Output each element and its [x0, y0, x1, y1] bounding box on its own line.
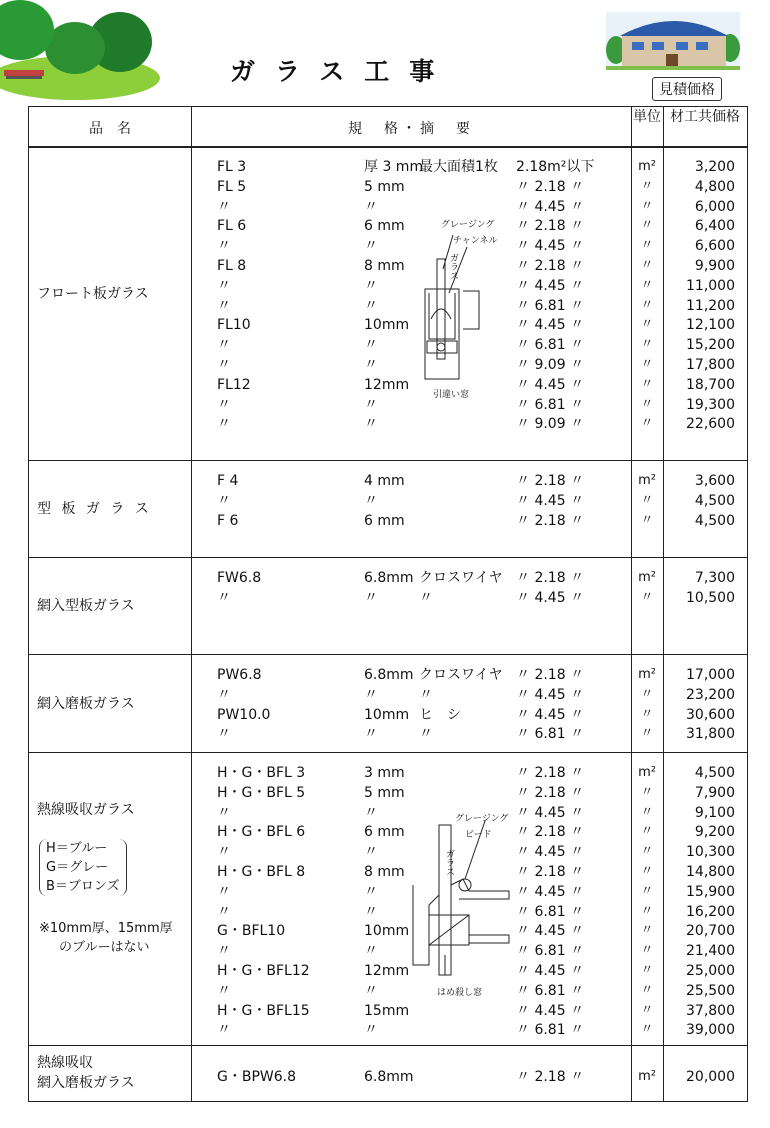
section-name: 網入磨板ガラス — [37, 696, 135, 712]
cell-unit: 〃 — [640, 258, 654, 273]
cell-area: 〃 2.18 〃 — [516, 512, 585, 529]
diagram-caption: はめ殺し窓 — [437, 988, 483, 998]
cell-area: 〃 6.81 〃 — [516, 396, 585, 413]
cell-area: 〃 4.45 〃 — [516, 883, 585, 900]
cell-code: 〃 — [217, 1022, 231, 1039]
column-header-price: 材工共価格 — [670, 109, 740, 125]
cell-area: 〃 6.81 〃 — [516, 726, 585, 743]
cell-price: 10,300 — [686, 844, 735, 861]
cell-price: 11,200 — [686, 297, 735, 314]
table-row — [29, 705, 747, 725]
column-header-unit: 単位 — [633, 109, 661, 125]
table-row — [29, 511, 747, 531]
cell-code: 〃 — [217, 396, 231, 413]
table-row — [29, 414, 747, 434]
cell-area: 〃 2.18 〃 — [516, 218, 585, 235]
cell-unit: 〃 — [640, 903, 654, 919]
cell-thk: 〃 — [364, 238, 378, 255]
table-row — [29, 902, 747, 922]
cell-unit: 〃 — [640, 864, 654, 879]
cell-area: 〃 4.45 〃 — [516, 1002, 585, 1019]
table-row — [29, 276, 747, 296]
cell-code: 〃 — [217, 277, 231, 294]
table-row — [29, 882, 747, 902]
cell-price: 17,000 — [686, 667, 735, 683]
cell-price: 14,800 — [686, 864, 735, 880]
table-row — [29, 177, 747, 197]
cell-type: クロスワイヤ — [419, 570, 503, 586]
cell-code: 〃 — [217, 492, 231, 509]
cell-unit: 〃 — [640, 317, 654, 333]
cell-code: G・BPW6.8 — [217, 1069, 297, 1085]
cell-unit: 〃 — [640, 1022, 654, 1038]
cell-area: 〃 4.45 〃 — [516, 804, 585, 821]
section-name: フロート板ガラス — [37, 286, 149, 302]
cell-code: FL 8 — [217, 258, 247, 274]
cell-area: 〃 4.45 〃 — [516, 376, 585, 393]
cell-thk: 15mm — [364, 1002, 410, 1019]
cell-area: 〃 2.18 〃 — [516, 864, 585, 880]
cell-price: 18,700 — [686, 376, 735, 393]
cell-unit: 〃 — [640, 943, 654, 959]
column-header-spec: 規 格・摘 要 — [348, 121, 474, 137]
table-row — [29, 803, 747, 823]
cell-price: 17,800 — [686, 357, 735, 373]
cell-price: 6,600 — [694, 238, 735, 255]
cell-price: 7,300 — [694, 570, 735, 586]
cell-area: 〃 2.18 〃 — [516, 1069, 585, 1085]
cell-price: 25,500 — [686, 982, 735, 999]
cell-area: 〃 6.81 〃 — [516, 903, 585, 920]
cell-code: 〃 — [217, 686, 231, 703]
cell-price: 37,800 — [686, 1002, 735, 1019]
cell-price: 3,600 — [694, 473, 735, 489]
cell-thk: 厚 3 mm — [364, 159, 424, 175]
cell-area: 〃 4.45 〃 — [516, 844, 585, 861]
cell-thk: 8 mm — [364, 258, 405, 274]
table-row — [29, 395, 747, 415]
cell-code: 〃 — [217, 804, 231, 821]
cell-unit: m² — [638, 667, 656, 682]
cell-unit: 〃 — [640, 1002, 654, 1018]
cell-area: 〃 2.18 〃 — [516, 570, 585, 586]
cell-unit: 〃 — [640, 589, 654, 605]
table-row — [29, 763, 747, 783]
diagram-caption: 引違い窓 — [433, 390, 470, 400]
table-row — [29, 157, 747, 177]
price-table — [28, 106, 748, 1102]
table-row — [29, 491, 747, 511]
cell-code: 〃 — [217, 337, 231, 354]
cell-thk: 6.8mm — [364, 667, 414, 683]
table-row — [29, 822, 747, 842]
cell-code: FL10 — [217, 317, 251, 334]
cell-unit: 〃 — [640, 396, 654, 412]
cell-thk: 6 mm — [364, 824, 405, 841]
cell-price: 12,100 — [686, 317, 735, 334]
cell-type: 〃 — [419, 589, 433, 606]
cell-unit: 〃 — [640, 726, 654, 742]
cell-code: 〃 — [217, 238, 231, 255]
table-row — [29, 783, 747, 803]
cell-thk: 12mm — [364, 376, 410, 393]
table-row — [29, 921, 747, 941]
cell-code: FL 5 — [217, 178, 247, 195]
cell-thk: 〃 — [364, 982, 378, 999]
cell-thk: 12mm — [364, 963, 410, 979]
cell-thk: 10mm — [364, 923, 410, 940]
cell-type: 〃 — [419, 726, 433, 743]
building-illustration-icon — [606, 12, 740, 70]
cell-price: 20,000 — [686, 1069, 735, 1085]
cell-unit: m² — [638, 473, 656, 488]
cell-thk: 〃 — [364, 416, 378, 433]
cell-unit: 〃 — [640, 784, 654, 800]
cell-code: H・G・BFL 5 — [217, 784, 306, 801]
cell-price: 9,200 — [694, 824, 735, 841]
cell-unit: 〃 — [640, 804, 654, 820]
cell-price: 9,100 — [694, 804, 735, 821]
cell-thk: 〃 — [364, 297, 378, 314]
diagram-label: グレージング — [455, 814, 509, 824]
cell-unit: 〃 — [640, 706, 654, 722]
cell-price: 19,300 — [686, 396, 735, 413]
page-title: ガラス工事 — [230, 57, 455, 86]
cell-area: 〃 6.81 〃 — [516, 943, 585, 960]
cell-unit: 〃 — [640, 963, 654, 978]
table-row — [29, 296, 747, 316]
section-name: 型 板 ガ ラ ス — [37, 501, 152, 517]
cell-price: 4,800 — [694, 178, 735, 195]
cell-unit: 〃 — [640, 492, 654, 508]
cell-thk: 〃 — [364, 804, 378, 821]
cell-price: 16,200 — [686, 903, 735, 920]
cell-thk: 〃 — [364, 198, 378, 215]
cell-thk: 6.8mm — [364, 570, 414, 586]
cell-area: 〃 2.18 〃 — [516, 784, 585, 801]
table-row — [29, 941, 747, 961]
cell-unit: 〃 — [640, 512, 654, 528]
cell-area: 〃 9.09 〃 — [516, 357, 585, 373]
cell-code: 〃 — [217, 883, 231, 900]
cell-price: 39,000 — [686, 1022, 735, 1039]
cell-area: 〃 4.45 〃 — [516, 923, 585, 940]
table-row — [29, 588, 747, 608]
cell-thk: 〃 — [364, 337, 378, 354]
table-row — [29, 375, 747, 395]
cell-price: 20,700 — [686, 923, 735, 940]
cell-unit: 〃 — [640, 824, 654, 840]
cell-code: G・BFL10 — [217, 923, 286, 940]
cell-price: 25,000 — [686, 963, 735, 979]
color-legend-item: G＝グレー — [46, 860, 109, 875]
cell-thk: 〃 — [364, 1022, 378, 1039]
cell-unit: m² — [638, 1069, 656, 1084]
cell-price: 7,900 — [694, 784, 735, 801]
cell-price: 6,000 — [694, 198, 735, 215]
cell-price: 9,900 — [694, 258, 735, 274]
color-legend-item: B＝ブロンズ — [46, 879, 120, 894]
table-row — [29, 256, 747, 276]
cell-thk: 6 mm — [364, 512, 405, 529]
cell-area: 〃 4.45 〃 — [516, 706, 585, 723]
cell-area: 〃 2.18 〃 — [516, 258, 585, 274]
cell-code: FW6.8 — [217, 570, 262, 586]
diagram-label: ビード — [465, 830, 492, 840]
cell-area: 〃 4.45 〃 — [516, 317, 585, 334]
cell-price: 4,500 — [694, 512, 735, 529]
cell-code: 〃 — [217, 844, 231, 861]
cell-unit: 〃 — [640, 337, 654, 353]
cell-thk: 〃 — [364, 844, 378, 861]
cell-thk: 〃 — [364, 357, 378, 373]
cell-code: FL 6 — [217, 218, 247, 235]
estimate-badge: 見積価格 — [652, 77, 722, 101]
cell-unit: 〃 — [640, 357, 654, 372]
cell-thk: 5 mm — [364, 178, 405, 195]
diagram-label: グレージング — [441, 220, 495, 230]
cell-area: 〃 4.45 〃 — [516, 686, 585, 703]
table-row — [29, 961, 747, 981]
cell-price: 31,800 — [686, 726, 735, 743]
diagram-label: ガラス — [444, 849, 454, 876]
table-row — [29, 197, 747, 217]
diagram-label: ガラス — [448, 253, 458, 280]
cell-price: 23,200 — [686, 686, 735, 703]
cell-unit: m² — [638, 570, 656, 585]
cell-area: 〃 6.81 〃 — [516, 982, 585, 999]
cell-unit: 〃 — [640, 982, 654, 998]
cell-code: 〃 — [217, 726, 231, 743]
table-row — [29, 724, 747, 744]
cell-code: FL 3 — [217, 159, 247, 175]
cell-thk: 〃 — [364, 903, 378, 920]
table-row — [29, 568, 747, 588]
cell-price: 4,500 — [694, 765, 735, 781]
cell-thk: 4 mm — [364, 473, 405, 489]
cell-code: 〃 — [217, 416, 231, 433]
thickness-note-line: ※10mm厚、15mm厚 — [39, 921, 173, 936]
cell-type: クロスワイヤ — [419, 667, 503, 683]
cell-price: 3,200 — [694, 159, 735, 175]
cell-unit: 〃 — [640, 297, 654, 313]
cell-price: 15,900 — [686, 883, 735, 900]
column-header-name: 品 名 — [89, 121, 131, 137]
cell-unit: 〃 — [640, 686, 654, 702]
cell-code: PW10.0 — [217, 706, 271, 723]
thickness-note-line: のブルーはない — [59, 940, 150, 955]
cell-unit: 〃 — [640, 416, 654, 432]
table-row — [29, 1001, 747, 1021]
cell-unit: 〃 — [640, 178, 654, 194]
table-row — [29, 1067, 747, 1087]
cell-code: H・G・BFL 3 — [217, 765, 306, 781]
cell-thk: 〃 — [364, 686, 378, 703]
cell-thk: 5 mm — [364, 784, 405, 801]
cell-thk: 〃 — [364, 492, 378, 509]
cell-thk: 8 mm — [364, 864, 405, 880]
cell-area: 〃 2.18 〃 — [516, 473, 585, 489]
cell-unit: 〃 — [640, 844, 654, 860]
table-row — [29, 1020, 747, 1040]
cell-type: ヒ シ — [419, 706, 461, 723]
table-row — [29, 981, 747, 1001]
diagram-label: チャンネル — [453, 236, 498, 246]
cell-thk: 〃 — [364, 396, 378, 413]
section-name: 網入型板ガラス — [37, 598, 135, 614]
cell-code: F 4 — [217, 473, 239, 489]
table-row — [29, 315, 747, 335]
cell-thk: 〃 — [364, 943, 378, 960]
cell-code: 〃 — [217, 357, 231, 373]
cell-code: H・G・BFL15 — [217, 1002, 310, 1019]
cell-code: 〃 — [217, 589, 231, 606]
cell-thk: 3 mm — [364, 765, 405, 781]
cell-code: H・G・BFL12 — [217, 963, 310, 979]
color-legend-item: H＝ブルー — [46, 841, 108, 856]
cell-area: 〃 4.45 〃 — [516, 963, 585, 979]
cell-type: 〃 — [419, 686, 433, 703]
cell-code: H・G・BFL 6 — [217, 824, 306, 841]
cell-area: 〃 4.45 〃 — [516, 238, 585, 255]
section-name: 熱線吸収ガラス — [37, 802, 135, 818]
cell-code: FL12 — [217, 376, 251, 393]
cell-code: 〃 — [217, 982, 231, 999]
table-row — [29, 862, 747, 882]
cell-code: 〃 — [217, 943, 231, 960]
cell-unit: m² — [638, 765, 656, 780]
cell-area: 〃 2.18 〃 — [516, 178, 585, 195]
cell-price: 11,000 — [686, 277, 735, 294]
cell-unit: m² — [638, 159, 656, 174]
cell-price: 10,500 — [686, 589, 735, 606]
cell-thk: 10mm — [364, 317, 410, 334]
cell-area: 〃 2.18 〃 — [516, 667, 585, 683]
cell-unit: 〃 — [640, 277, 654, 293]
cell-thk: 〃 — [364, 726, 378, 743]
cell-unit: 〃 — [640, 198, 654, 214]
cell-area: 〃 2.18 〃 — [516, 765, 585, 781]
table-row — [29, 685, 747, 705]
cell-unit: 〃 — [640, 376, 654, 392]
cell-price: 22,600 — [686, 416, 735, 433]
cell-area: 〃 9.09 〃 — [516, 416, 585, 433]
cell-area: 2.18m²以下 — [516, 159, 595, 175]
trees-illustration-icon — [0, 0, 160, 100]
table-row — [29, 335, 747, 355]
cell-price: 15,200 — [686, 337, 735, 354]
cell-area: 〃 4.45 〃 — [516, 492, 585, 509]
cell-code: H・G・BFL 8 — [217, 864, 306, 880]
cell-unit: 〃 — [640, 218, 654, 234]
cell-code: 〃 — [217, 198, 231, 215]
cell-thk: 〃 — [364, 589, 378, 606]
cell-code: 〃 — [217, 297, 231, 314]
cell-price: 4,500 — [694, 492, 735, 509]
cell-unit: 〃 — [640, 238, 654, 254]
cell-price: 21,400 — [686, 943, 735, 960]
cell-unit: 〃 — [640, 883, 654, 899]
section-name: 熱線吸収 網入磨板ガラス — [37, 1055, 135, 1091]
table-row — [29, 471, 747, 491]
cell-code: 〃 — [217, 903, 231, 920]
cell-area: 〃 6.81 〃 — [516, 1022, 585, 1039]
cell-unit: 〃 — [640, 923, 654, 939]
cell-thk: 〃 — [364, 883, 378, 900]
cell-thk: 〃 — [364, 277, 378, 294]
table-row — [29, 842, 747, 862]
cell-thk: 6 mm — [364, 218, 405, 235]
cell-area: 〃 4.45 〃 — [516, 277, 585, 294]
cell-area: 〃 4.45 〃 — [516, 198, 585, 215]
cell-thk: 10mm — [364, 706, 410, 723]
cell-area: 〃 6.81 〃 — [516, 337, 585, 354]
cell-type: 最大面積1枚 — [419, 159, 498, 175]
cell-code: PW6.8 — [217, 667, 262, 683]
cell-price: 30,600 — [686, 706, 735, 723]
table-row — [29, 216, 747, 236]
table-row — [29, 355, 747, 375]
cell-thk: 6.8mm — [364, 1069, 414, 1085]
cell-area: 〃 6.81 〃 — [516, 297, 585, 314]
cell-price: 6,400 — [694, 218, 735, 235]
table-row — [29, 236, 747, 256]
cell-area: 〃 4.45 〃 — [516, 589, 585, 606]
cell-area: 〃 2.18 〃 — [516, 824, 585, 841]
cell-code: F 6 — [217, 512, 239, 529]
table-row — [29, 665, 747, 685]
